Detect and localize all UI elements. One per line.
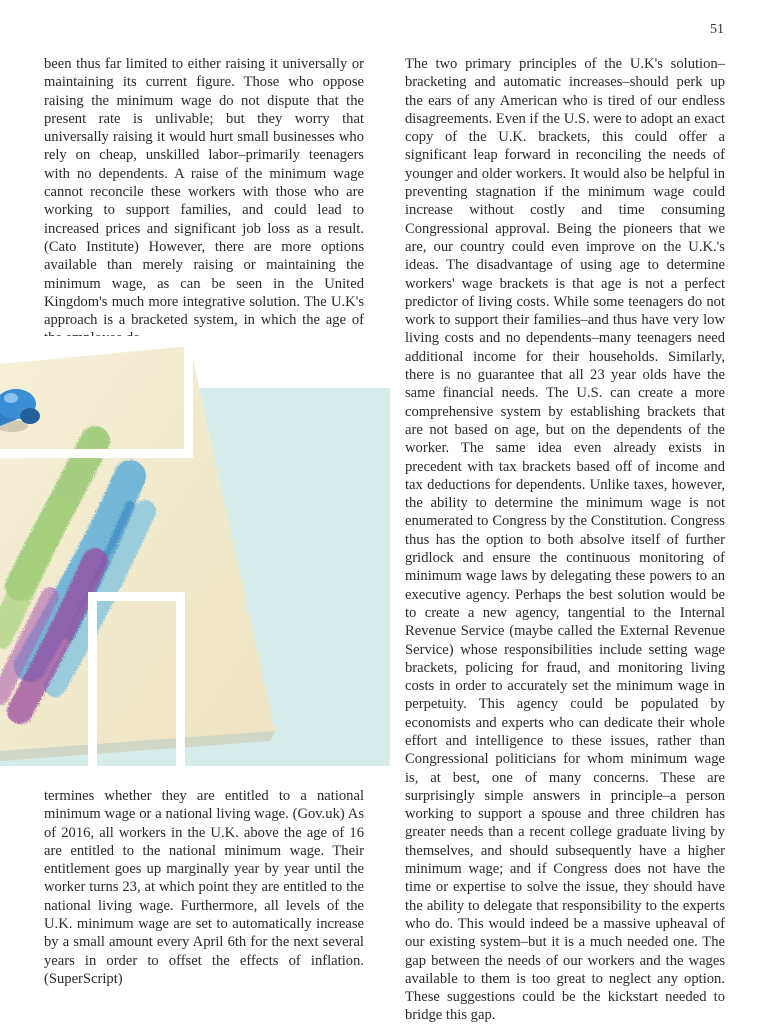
decorative-frame-bottom — [88, 592, 185, 766]
decorative-frame-top — [0, 336, 193, 458]
body-paragraph: been thus far limited to either raising it universally or maintaining its current figure. Those who oppose raising the minimum wage do not dispute that the present rate is unlivable; but they worry that universally raising it would hurt small businesses who rely on cheap, unskilled labor–primarily teenagers with no dependents. A raise of the minimum wage cannot reconcile these workers with those who are working to support families, and could lead to increased prices and significant job loss as a result. (Cato Institute) However, there are more options available than merely raising or maintaining the minimum wage, as can be seen in the United Kingdom's much more integrative solution. The U.K's approach is a bracketed system, in which the age of the employee de- — [44, 56, 364, 347]
illustration — [0, 336, 390, 766]
right-column — [405, 55, 725, 1025]
left-column-bottom — [44, 787, 364, 988]
left-column-top — [44, 55, 364, 348]
page-number: 51 — [710, 22, 724, 37]
body-paragraph: The two primary principles of the U.K's solution–bracketing and automatic increases–should perk up the ears of any American who is tired of our endless disagreements. Even if the U.S. were to adopt an exact copy of the U.K. brackets, this could offer a significant leap forward in reconciling the needs of younger and older workers. It would also be helpful in preventing stagnation if the minimum wage could increase without costly and time consuming Congressional approval. Being the pioneers that we are, our country could even improve on the U.K.'s ideas. The disadvantage of using age to determine workers' wage brackets is that age is not a perfect predictor of living costs. While some teenagers do not work to support their families–and thus have very low living costs and no dependents–many teenagers need additional income for their households. Similarly, there is no guarantee that all 23 year olds have the same financial needs. The U.S. can create a more comprehensive system by establishing brackets that are not based on age, but on the dependents of the worker. The same idea even already exists in precedent with tax brackets based off of income and tax deductions for dependents. Unlike taxes, however, the ability to determine the minimum wage is not enumerated to Congress by the Constitution. Congress thus has the option to both absolve itself of further gridlock and ensure the continuous monitoring of minimum wage laws by delegating these powers to an executive agency. Perhaps the best solution would be to create a new agency, tangential to the Internal Revenue Service (maybe called the External Revenue Service) whose responsibilities include setting wage brackets, policing for fraud, and monitoring living costs in order to accurately set the minimum wage in perpetuity. This agency could be populated by economists and experts who can dedicate their whole effort and intelligence to these issues, rather than Congressional politicians for whom minimum wage is, at best, one of many concerns. These are surprisingly simple answers in principle–a person working to support a spouse and three children has greater needs than a recent college graduate living by themselves, and should subsequently have a higher minimum wage; and if Congress does not have the time or expertise to solve the issue, they should have the ability to delegate that responsibility to the experts who do. This would indeed be a massive upheaval of our existing system–but it is a much needed one. The gap between the needs of our workers and the wages available to them is too great to neglect any option. These suggestions could be the kickstart needed to bridge this gap. — [405, 56, 725, 1024]
body-paragraph: termines whether they are entitled to a national minimum wage or a national living wage. (Gov.uk) As of 2016, all workers in the U.K. above the age of 16 are entitled to the national minimum wage. Their entitlement goes up marginally year by year until the worker turns 23, at which point they are entitled to the national living wage. Furthermore, all levels of the U.K. minimum wage are set to automatically increase by a small amount every April 6th for the next several years in order to offset the effects of inflation. (SuperScript) — [44, 788, 364, 987]
